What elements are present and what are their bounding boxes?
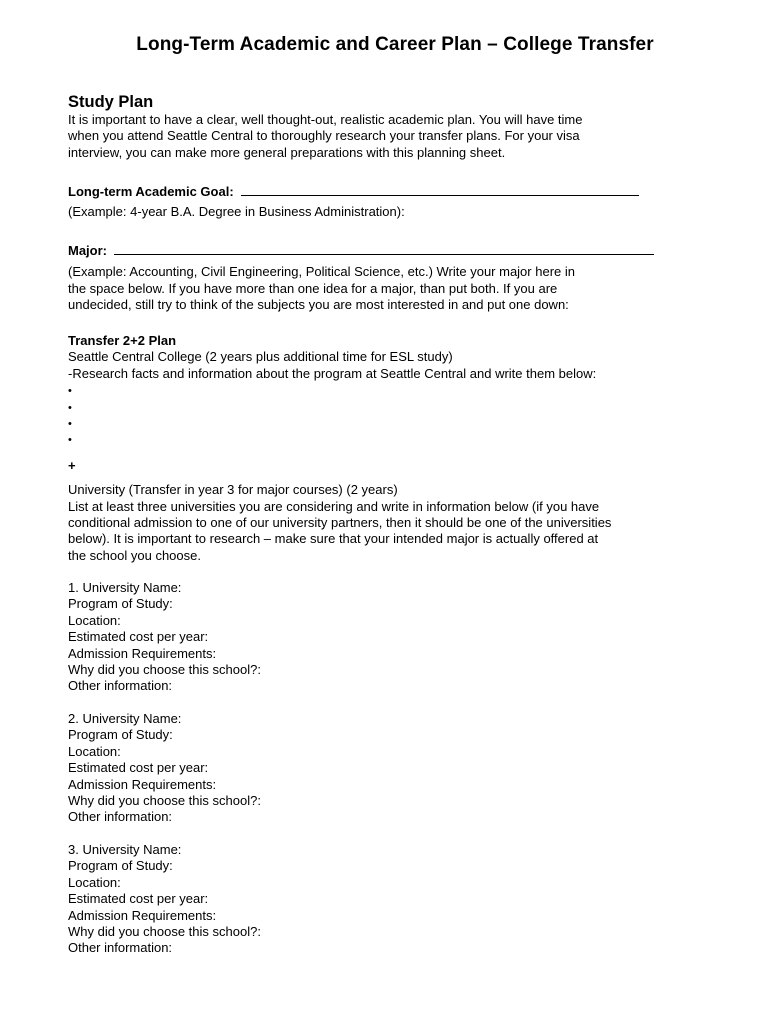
bullet-item[interactable] xyxy=(68,415,678,431)
program-field[interactable]: Program of Study: xyxy=(68,596,173,612)
admission-field[interactable]: Admission Requirements: xyxy=(68,776,217,792)
university-1-block xyxy=(68,580,678,695)
other-info-field[interactable]: Other information: xyxy=(68,940,173,956)
location-field[interactable]: Location: xyxy=(68,612,121,628)
intro-line: It is important to have a clear, well thought-out, realistic academic plan. You will have time xyxy=(68,112,583,127)
bullet-item[interactable] xyxy=(68,382,678,398)
goal-answer-line[interactable] xyxy=(241,182,639,196)
program-field[interactable]: Program of Study: xyxy=(68,858,173,874)
cost-field[interactable]: Estimated cost per year: xyxy=(68,891,209,907)
goal-label: Long-term Academic Goal: xyxy=(68,184,234,199)
intro-line: interview, you can make more general preparations with this planning sheet. xyxy=(68,144,506,160)
cost-field[interactable]: Estimated cost per year: xyxy=(68,760,209,776)
university-name-field[interactable]: 3. University Name: xyxy=(68,842,182,857)
other-info-field[interactable]: Other information: xyxy=(68,678,173,694)
cost-field[interactable]: Estimated cost per year: xyxy=(68,629,209,645)
university-intro-line: conditional admission to one of our university partners, then it should be one of the universities xyxy=(68,515,612,530)
research-instruction: -Research facts and information about the program at Seattle Central and write them below: xyxy=(68,365,597,381)
major-instruction-line: (Example: Accounting, Civil Engineering, Political Science, etc.) Write your major here in xyxy=(68,264,575,280)
university-intro-line: the school you choose. xyxy=(68,547,201,563)
university-3-block xyxy=(68,842,678,957)
study-plan-section xyxy=(68,92,678,161)
university-intro-line: List at least three universities you are considering and write in information below (if you have xyxy=(68,498,600,514)
study-plan-heading: Study Plan xyxy=(68,93,154,111)
transfer-heading: Transfer 2+2 Plan xyxy=(68,333,177,348)
research-bullet-list xyxy=(68,382,678,448)
university-name-field[interactable]: 2. University Name: xyxy=(68,711,182,726)
major-label: Major: xyxy=(68,243,107,258)
admission-field[interactable]: Admission Requirements: xyxy=(68,645,217,661)
major-instruction-line: undecided, still try to think of the subjects you are most interested in and put one down: xyxy=(68,297,569,313)
goal-section xyxy=(68,182,678,221)
university-intro-line: below). It is important to research – make sure that your intended major is actually offered at xyxy=(68,531,599,547)
document-title: Long-Term Academic and Career Plan – College Transfer xyxy=(136,34,654,55)
bullet-item[interactable] xyxy=(68,399,678,415)
transfer-section xyxy=(68,333,678,564)
location-field[interactable]: Location: xyxy=(68,874,121,890)
other-info-field[interactable]: Other information: xyxy=(68,809,173,825)
university-name-field[interactable]: 1. University Name: xyxy=(68,580,182,595)
admission-field[interactable]: Admission Requirements: xyxy=(68,907,217,923)
major-answer-line[interactable] xyxy=(114,241,654,255)
why-field[interactable]: Why did you choose this school?: xyxy=(68,662,261,678)
university-intro-line: University (Transfer in year 3 for major courses) (2 years) xyxy=(68,482,398,498)
intro-line: when you attend Seattle Central to thoroughly research your transfer plans. For your visa xyxy=(68,128,580,144)
university-2-block xyxy=(68,711,678,826)
why-field[interactable]: Why did you choose this school?: xyxy=(68,793,261,809)
program-field[interactable]: Program of Study: xyxy=(68,727,173,743)
bullet-item[interactable] xyxy=(68,431,678,447)
goal-example: (Example: 4-year B.A. Degree in Business Administration): xyxy=(68,204,405,220)
location-field[interactable]: Location: xyxy=(68,743,121,759)
major-section xyxy=(68,241,678,314)
plus-sign: + xyxy=(68,457,76,473)
seattle-central-line: Seattle Central College (2 years plus additional time for ESL study) xyxy=(68,349,453,365)
major-instruction-line: the space below. If you have more than one idea for a major, than put both. If you are xyxy=(68,280,558,296)
why-field[interactable]: Why did you choose this school?: xyxy=(68,924,261,940)
